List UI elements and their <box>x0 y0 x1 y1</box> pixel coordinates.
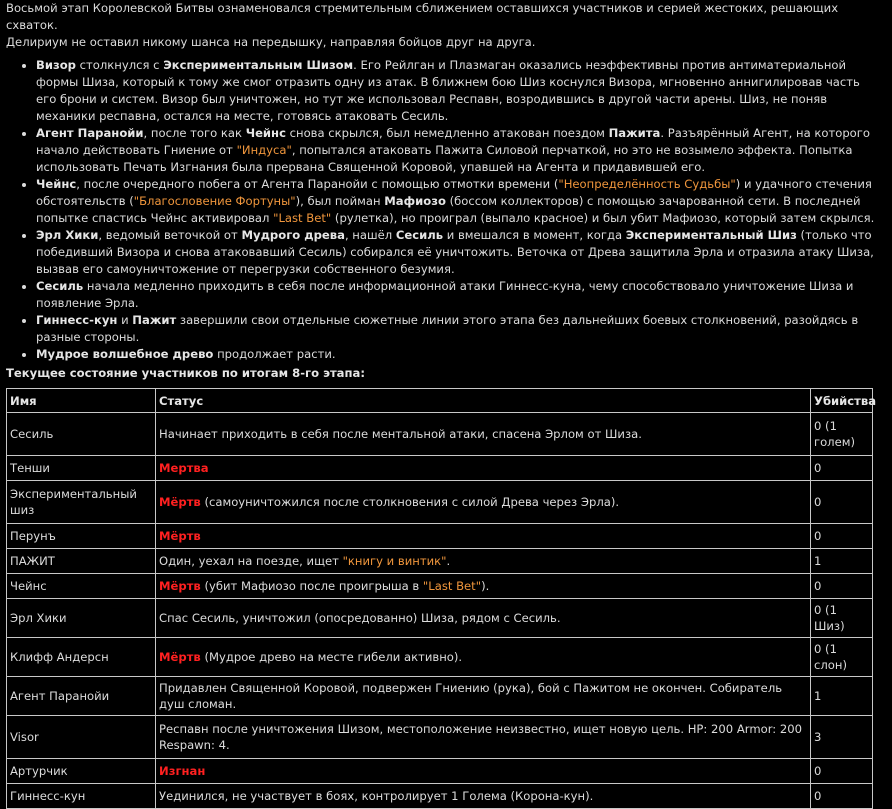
text-run: Начинает приходить в себя после ментальной атаки, спасена Эрлом от Шиза. <box>159 427 642 441</box>
bold-name: Сесиль <box>36 279 84 293</box>
participant-status <box>156 599 811 638</box>
participant-status <box>156 677 811 716</box>
text-run: завершили свои отдельные сюжетные линии этого этапа без дальнейших боевых столкновений, разойдясь в разные стороны. <box>36 313 859 344</box>
participant-kills: 0 <box>811 481 873 524</box>
text-run: . Его Рейлган и Плазмаган оказались неэффективны против антиматериальной формы Шиза, который к тому же смог отразить одну из атак. В ближнем бою Шиз коснулся Визора, мгновенно аннигилировав часть его брони и систем. Визор был уничтожен, но тут же использовал Респавн, возродившись в другой части арены. Шиз, не поняв механики респавна, остался на месте, готовясь атаковать Сесиль. <box>36 58 860 123</box>
highlighted-term: "Last Bet" <box>273 211 332 225</box>
header-name: Имя <box>7 389 156 413</box>
text-run: , ведомый веточкой от <box>98 228 242 242</box>
list-item <box>36 227 886 278</box>
list-item <box>36 278 886 312</box>
participant-name: Чейнс <box>7 574 156 599</box>
status-badge: Мёртв <box>159 579 201 593</box>
participant-name: Сесиль <box>7 413 156 456</box>
table-body <box>7 413 873 809</box>
header-kills: Убийства <box>811 389 873 413</box>
participant-kills: 0 <box>811 784 873 809</box>
bold-name: Пажит <box>132 313 177 327</box>
table-row <box>7 524 873 549</box>
bold-name: Экспериментальным Шизом <box>163 58 354 72</box>
bold-name: Чейнс <box>245 126 286 140</box>
list-item <box>36 176 886 227</box>
table-row <box>7 574 873 599</box>
text-run: , нашёл <box>344 228 396 242</box>
participant-kills: 0 <box>811 456 873 481</box>
text-run: (только что победивший Визора и снова атаковавший Сесиль) собирался её уничтожить. Веточка от Древа защитила Эрла и отразила атаку Шиза, вызвав его самоуничтожение от перегрузки собственного безумия. <box>36 228 874 276</box>
text-run: продолжает расти. <box>213 347 336 361</box>
text-run: Спас Сесиль, уничтожил (опосредованно) Шиза, рядом с Сесиль. <box>159 611 561 625</box>
text-run: (Мудрое древо на месте гибели активно). <box>200 650 463 664</box>
status-badge: Мёртв <box>159 529 201 543</box>
state-title: Текущее состояние участников по итогам 8-го этапа: <box>6 366 365 380</box>
bold-name: Визор <box>36 58 76 72</box>
participant-name: Гиннесс-кун <box>7 784 156 809</box>
text-run: , после того как <box>143 126 246 140</box>
status-badge: Изгнан <box>159 764 206 778</box>
participant-status <box>156 524 811 549</box>
text-run: (рулетка), но проиграл (выпало красное) и был убит Мафиозо, который затем скрылся. <box>331 211 875 225</box>
highlighted-term: "Неопределённость Судьбы" <box>558 177 736 191</box>
participant-kills: 1 <box>811 677 873 716</box>
status-badge: Мертва <box>159 461 209 475</box>
text-run: (самоуничтожился после столкновения с силой Древа через Эрла). <box>200 495 620 509</box>
text-run: снова скрылся, был немедленно атакован поездом <box>285 126 609 140</box>
table-row <box>7 549 873 574</box>
bold-name: Мудрое волшебное древо <box>36 347 214 361</box>
text-run: Один, уехал на поезде, ищет <box>159 554 343 568</box>
participant-status <box>156 456 811 481</box>
table-row <box>7 638 873 677</box>
header-status: Статус <box>156 389 811 413</box>
highlighted-term: "книгу и винтик" <box>342 554 447 568</box>
list-item <box>36 346 886 363</box>
bold-name: Мафиозо <box>384 194 446 208</box>
participants-table <box>6 388 877 809</box>
intro-line-2: Делириум не оставил никому шанса на передышку, направляя бойцов друг на друга. <box>6 35 536 49</box>
status-badge: Мёртв <box>159 650 201 664</box>
participant-kills: 0 (1 Шиз) <box>811 599 873 638</box>
document <box>6 0 886 809</box>
table-row <box>7 456 873 481</box>
participant-kills: 1 <box>811 549 873 574</box>
events-list <box>6 57 886 363</box>
text-run: . Разъярённый Агент, на которого начало действовать Гниение от <box>36 126 870 157</box>
highlighted-term: "Благословение Фортуны" <box>133 194 296 208</box>
participant-status <box>156 574 811 599</box>
text-run: начала медленно приходить в себя после информационной атаки Гиннесс-куна, чему способствовало уничтожение Шиза и появление Эрла. <box>36 279 854 310</box>
participant-status <box>156 481 811 524</box>
participant-name: Агент Паранойи <box>7 677 156 716</box>
text-run: и <box>117 313 133 327</box>
text-run: , попытался атаковать Пажита Силовой перчаткой, но это не возымело эффекта. Попытка использовать Печать Изгнания была прервана Священной Коровой, упавшей на Агента и придавившей его. <box>36 143 853 174</box>
text-run: (боссом коллекторов) с помощью зачарованной сети. В последней попытке спастись Чейнс активировал <box>36 194 861 225</box>
status-badge: Мёртв <box>159 495 201 509</box>
text-run: (убит Мафиозо после проигрыша в <box>200 579 423 593</box>
text-run: ). <box>481 579 490 593</box>
participant-status <box>156 413 811 456</box>
participant-name: Перунъ <box>7 524 156 549</box>
list-item <box>36 125 886 176</box>
text-run: Уединился, не участвует в боях, контролирует 1 Голема (Корона-кун). <box>159 789 594 803</box>
participant-status <box>156 759 811 784</box>
bold-name: Агент Паранойи <box>36 126 144 140</box>
bold-name: Гиннесс-кун <box>36 313 118 327</box>
highlighted-term: "Индуса" <box>236 143 292 157</box>
bold-name: Сесиль <box>395 228 444 242</box>
participant-name: Артурчик <box>7 759 156 784</box>
intro-paragraph <box>6 0 886 51</box>
intro-line-1: Восьмой этап Королевской Битвы ознаменовался стремительным сближением оставшихся участников и серией жестоких, решающих схваток. <box>6 1 839 32</box>
table-row <box>7 413 873 456</box>
participant-name: Эрл Хики <box>7 599 156 638</box>
participant-kills: 0 (1 голем) <box>811 413 873 456</box>
participant-name: ПАЖИТ <box>7 549 156 574</box>
participant-kills: 0 <box>811 759 873 784</box>
participant-kills: 0 (1 слон) <box>811 638 873 677</box>
table-row <box>7 716 873 759</box>
bold-name: Эрл Хики <box>36 228 99 242</box>
bold-name: Чейнс <box>36 177 77 191</box>
text-run: Респавн после уничтожения Шизом, местоположение неизвестно, ищет новую цель. HP: 200 Armor: 200 Respawn: 4. <box>159 722 802 752</box>
text-run: Придавлен Священной Коровой, подвержен Гниению (рука), бой с Пажитом не окончен. Собиратель душ сломан. <box>159 681 783 711</box>
text-run: столкнулся с <box>75 58 164 72</box>
participant-name: Тенши <box>7 456 156 481</box>
bold-name: Экспериментальный Шиз <box>625 228 797 242</box>
text-run: ) и удачного стечения обстоятельств ( <box>36 177 872 208</box>
participant-status <box>156 784 811 809</box>
text-run: ), был пойман <box>295 194 385 208</box>
participant-status <box>156 638 811 677</box>
table-row <box>7 759 873 784</box>
list-item <box>36 57 886 125</box>
text-run: и вмешался в момент, когда <box>443 228 626 242</box>
participant-kills: 0 <box>811 574 873 599</box>
list-item <box>36 312 886 346</box>
table-row <box>7 599 873 638</box>
participant-name: Visor <box>7 716 156 759</box>
participant-status <box>156 716 811 759</box>
text-run: , после очередного побега от Агента Паранойи с помощью отмотки времени ( <box>76 177 559 191</box>
participant-kills: 0 <box>811 524 873 549</box>
participant-name: Экспериментальный шиз <box>7 481 156 524</box>
table-row <box>7 481 873 524</box>
bold-name: Пажита <box>608 126 661 140</box>
bold-name: Мудрого древа <box>241 228 345 242</box>
table-row <box>7 677 873 716</box>
table-row <box>7 784 873 809</box>
highlighted-term: "Last Bet" <box>422 579 482 593</box>
table-header-row <box>7 389 873 413</box>
text-run: . <box>446 554 451 568</box>
participant-kills: 3 <box>811 716 873 759</box>
participant-status <box>156 549 811 574</box>
participant-name: Клифф Андерсн <box>7 638 156 677</box>
